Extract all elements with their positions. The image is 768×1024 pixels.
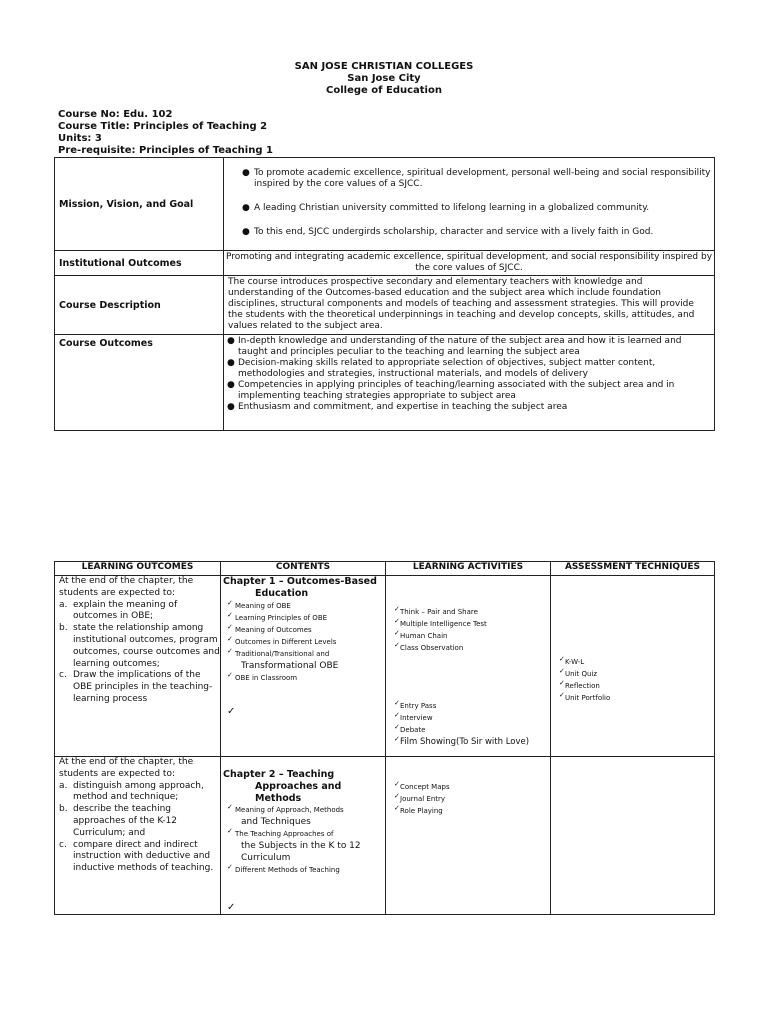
check-icon: ✓ [227, 705, 236, 717]
list-item: ✓ Interview [394, 711, 433, 722]
list-item: ✓ The Teaching Approaches of the Subjects in the K to 12 Curriculum [227, 827, 361, 864]
list-item: ✓ Meaning of Approach, Methods and Techniques [227, 803, 344, 828]
check-icon: ✓ [559, 679, 565, 687]
col-header-assessment: ASSESSMENT TECHNIQUES [551, 562, 715, 576]
list-item: b. state the relationship among institutional outcomes, program outcomes, course outcomes and learning outcomes; [59, 623, 220, 669]
list-item: a. explain the meaning of outcomes in OBE; [59, 599, 178, 622]
cd-text: The course introduces prospective secondary and elementary teachers with knowledge and understanding of the Outcomes-based education and the subject area which include foundation disciplines, structural components and models of teaching and assessment strategies. This will provide the students with the theoretical underpinnings in teaching and develop concepts, skills, attitudes, and values related to the subject area. [224, 276, 715, 335]
list-item: ✓ Debate [394, 723, 426, 734]
check-icon: ✓ [559, 691, 565, 699]
list-item: ● Decision-making skills related to appropriate selection of objectives, subject matter content, methodologies and strategies, instructional materials, and models of delivery [227, 358, 656, 379]
col-header-learning-outcomes: LEARNING OUTCOMES [55, 562, 221, 576]
list-item: ● A leading Christian university committed to lifelong learning in a globalized community. [242, 203, 650, 213]
activities-cell [386, 757, 551, 915]
course-prereq: Pre-requisite: Principles of Teaching 1 [58, 145, 273, 156]
table-row [55, 757, 715, 915]
bullet-icon: ● [227, 358, 235, 368]
list-item: a. distinguish among approach, method and technique; [59, 780, 204, 803]
learning-outcomes-cell [55, 757, 221, 915]
college-name: College of Education [326, 85, 442, 96]
bullet-icon: ● [242, 168, 250, 178]
list-item: b. describe the teaching approaches of the K-12 Curriculum; and [59, 804, 178, 838]
list-item: ✓ Role Playing [394, 804, 443, 815]
check-icon: ✓ [394, 723, 400, 731]
list-item: ✓ Human Chain [394, 629, 448, 640]
list-item: ✓ Unit Quiz [559, 667, 598, 678]
check-icon: ✓ [394, 699, 400, 707]
check-icon: ✓ [559, 667, 565, 675]
col-header-contents: CONTENTS [221, 562, 386, 576]
course-units: Units: 3 [58, 133, 102, 144]
table-row [55, 576, 715, 757]
cd-row [55, 276, 715, 335]
check-icon: ✓ [227, 610, 233, 619]
cd-label: Course Description [55, 276, 224, 335]
check-icon: ✓ [559, 655, 565, 663]
check-icon: ✓ [227, 827, 233, 836]
check-icon: ✓ [394, 711, 400, 719]
check-icon: ✓ [227, 863, 233, 872]
check-icon: ✓ [394, 735, 400, 743]
bullet-icon: ● [227, 336, 235, 346]
list-item: ● To promote academic excellence, spiritual development, personal well-being and social responsibility inspired by the core values of a SJCC. [242, 168, 711, 189]
list-item: ✓ Different Methods of Teaching [227, 863, 340, 875]
check-icon: ✓ [394, 641, 400, 649]
outcomes-list [59, 781, 220, 875]
contents-list [221, 600, 385, 684]
list-item: ✓ Concept Maps [394, 780, 450, 791]
check-icon: ✓ [394, 804, 400, 812]
list-item: c. compare direct and indirect instruction with deductive and inductive methods of teaching. [59, 839, 214, 874]
course-title: Course Title: Principles of Teaching 2 [58, 121, 268, 132]
chapter-title: Chapter 1 – Outcomes-Based Education [223, 576, 377, 599]
check-icon: ✓ [394, 617, 400, 625]
list-item: ✓ Meaning of Outcomes [227, 622, 312, 634]
io-text: Promoting and integrating academic excellence, spiritual development, and social responsibility inspired by the core values of SJCC. [224, 251, 715, 276]
school-name: SAN JOSE CHRISTIAN COLLEGES [294, 61, 474, 72]
school-city: San Jose City [347, 73, 421, 84]
list-item: ✓ Reflection [559, 679, 600, 690]
check-icon: ✓ [227, 670, 233, 679]
bullet-icon: ● [227, 380, 235, 390]
mvg-cell [224, 158, 715, 251]
outcomes-intro: At the end of the chapter, the students are expected to: [59, 757, 194, 779]
list-item: ● Competencies in applying principles of teaching/learning associated with the subject area and in implementing teaching strategies appropriate to subject area [227, 380, 675, 401]
outcomes-list [59, 600, 220, 706]
check-icon: ✓ [394, 605, 400, 613]
mvg-list [224, 168, 714, 238]
activities-list [386, 700, 550, 748]
io-row [55, 251, 715, 276]
list-item: ✓ Learning Principles of OBE [227, 610, 328, 622]
check-icon: ✓ [227, 598, 233, 607]
outcomes-intro: At the end of the chapter, the students are expected to: [59, 576, 194, 598]
bullet-icon: ● [227, 402, 235, 412]
bullet-icon: ● [242, 203, 250, 213]
activities-list [386, 781, 550, 817]
list-item: ✓ Traditional/Transitional and Transformational OBE [227, 646, 339, 671]
list-item: ● In-depth knowledge and understanding of the nature of the subject area and how it is learned and taught and principles peculiar to the teaching and learning the subject area [227, 336, 682, 357]
bullet-icon: ● [242, 227, 250, 237]
header-row [55, 562, 715, 576]
learning-outcomes-cell [55, 576, 221, 757]
assessment-list [551, 656, 714, 704]
assessment-cell [551, 757, 715, 915]
check-icon: ✓ [394, 792, 400, 800]
course-info-table [54, 157, 715, 431]
activities-cell [386, 576, 551, 757]
assessment-cell [551, 576, 715, 757]
check-icon: ✓ [394, 780, 400, 788]
list-item: ✓ OBE in Classroom [227, 670, 298, 682]
co-list [224, 336, 714, 413]
mvg-row [55, 158, 715, 251]
course-no: Course No: Edu. 102 [58, 109, 173, 120]
co-cell [224, 335, 715, 431]
activities-list [386, 606, 550, 654]
co-label: Course Outcomes [55, 335, 224, 431]
contents-list [221, 804, 385, 876]
co-row [55, 335, 715, 431]
check-icon: ✓ [394, 629, 400, 637]
list-item: ✓ Class Observation [394, 641, 464, 652]
check-icon: ✓ [227, 803, 233, 812]
io-label: Institutional Outcomes [55, 251, 224, 276]
chapter-title: Chapter 2 – Teaching Approaches and Methods [223, 769, 342, 804]
list-item: ✓ K-W-L [559, 655, 585, 666]
list-item: ✓ Film Showing(To Sir with Love) [394, 735, 530, 747]
contents-cell [221, 576, 386, 757]
list-item: ● To this end, SJCC undergirds scholarship, character and service with a lively faith in God. [242, 227, 654, 237]
course-plan-table [54, 561, 715, 915]
check-icon: ✓ [227, 622, 233, 631]
mvg-label: Mission, Vision, and Goal [55, 158, 224, 251]
col-header-learning-activities: LEARNING ACTIVITIES [386, 562, 551, 576]
list-item: ● Enthusiasm and commitment, and expertise in teaching the subject area [227, 402, 568, 412]
list-item: ✓ Entry Pass [394, 699, 437, 710]
list-item: c. Draw the implications of the OBE principles in the teaching-learning process [59, 670, 213, 704]
check-icon: ✓ [227, 646, 233, 655]
list-item: ✓ Think – Pair and Share [394, 605, 478, 616]
list-item: ✓ Unit Portfolio [559, 691, 611, 702]
check-icon: ✓ [227, 902, 236, 914]
contents-cell [221, 757, 386, 915]
check-icon: ✓ [227, 634, 233, 643]
list-item: ✓ Meaning of OBE [227, 598, 291, 610]
list-item: ✓ Multiple Intelligence Test [394, 617, 487, 628]
list-item: ✓ Outcomes in Different Levels [227, 634, 337, 646]
list-item: ✓ Journal Entry [394, 792, 446, 803]
